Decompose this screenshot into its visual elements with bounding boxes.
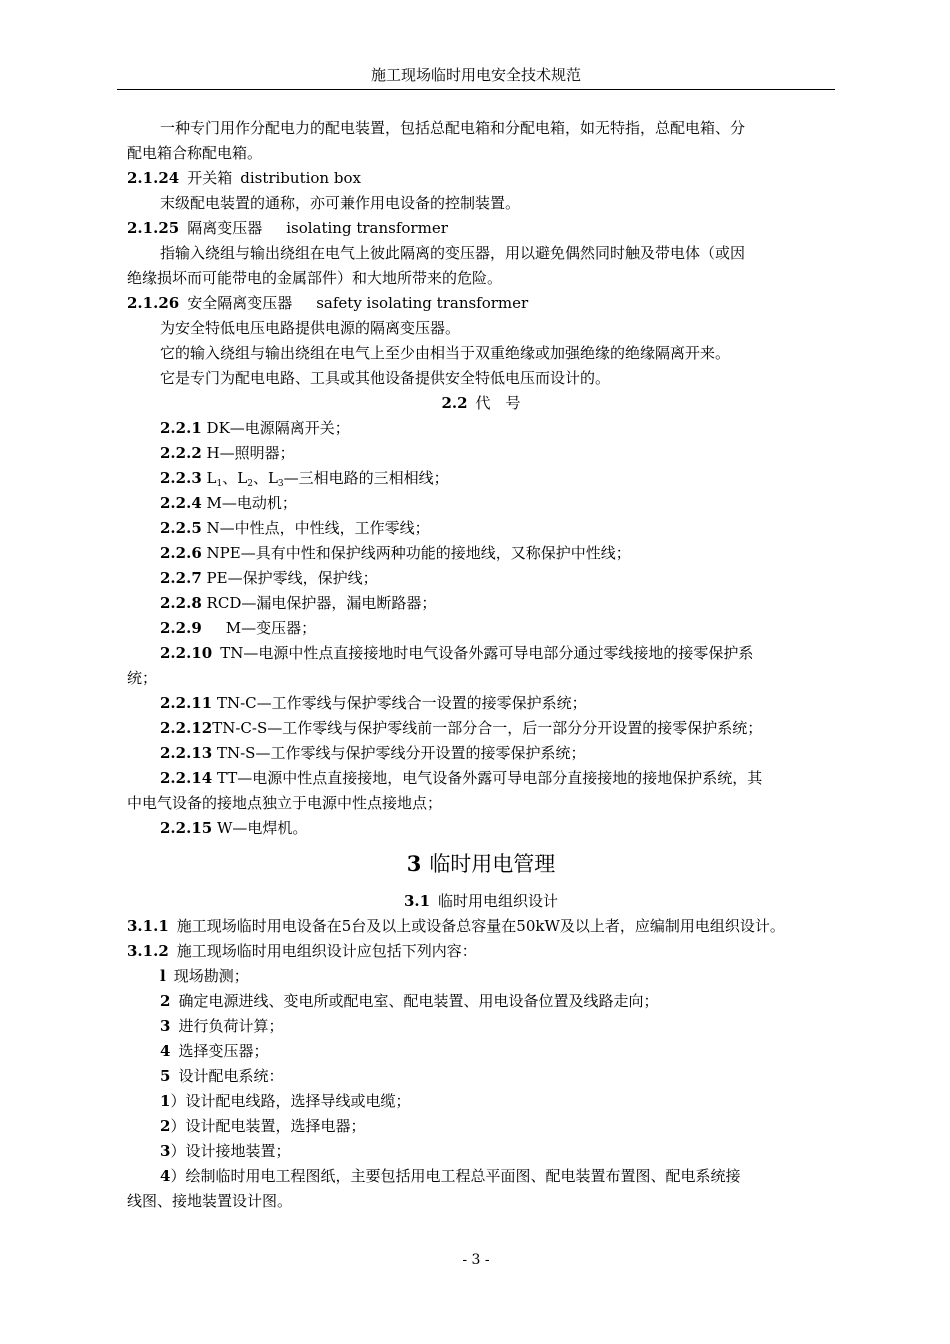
code-item: 2.2.15 W—电焊机。: [160, 819, 308, 837]
term-definition: 它是专门为配电电路、工具或其他设备提供安全特低电压而设计的。: [160, 369, 611, 387]
clause-3-1-1: 3.1.1 施工现场临时用电设备在5台及以上或设备总容量在50kW及以上者，应编制用电组织设计。: [127, 917, 785, 935]
code-item: 2.2.12TN-C-S—工作零线与保护零线前一部分合一，后一部分分开设置的接零保护系统；: [160, 719, 763, 737]
term-cn: 开关箱: [187, 169, 233, 187]
term-number: 2.1.26: [127, 294, 180, 312]
list-item: 3 进行负荷计算；: [160, 1017, 284, 1035]
code-item: 2.2.14 TT—电源中性点直接接地，电气设备外露可导电部分直接接地的接地保护系统，其: [160, 769, 763, 787]
chapter-title: 临时用电管理: [429, 852, 556, 876]
term-number: 2.1.25: [127, 219, 180, 237]
code-item: 2.2.8 RCD—漏电保护器，漏电断路器；: [160, 594, 437, 612]
code-item: 2.2.4 M—电动机；: [160, 494, 297, 512]
paragraph-line: 配电箱合称配电箱。: [127, 144, 263, 162]
term-cn: 隔离变压器: [187, 219, 263, 237]
page-number: - 3 -: [462, 1252, 490, 1268]
header-rule: [117, 89, 835, 90]
sublist-item: 3）设计接地装置；: [160, 1142, 291, 1160]
list-item: 5 设计配电系统：: [160, 1067, 284, 1085]
code-item: 2.2.6 NPE—具有中性和保护线两种功能的接地线，又称保护中性线；: [160, 544, 631, 562]
code-item-continuation: 统；: [127, 669, 158, 687]
chapter-number: 3: [406, 851, 422, 876]
section-number: 3.1: [403, 892, 431, 910]
section-title: 临时用电组织设计: [438, 892, 559, 910]
code-item: 2.2.13 TN-S—工作零线与保护零线分开设置的接零保护系统；: [160, 744, 586, 762]
list-item: l 现场勘测；: [160, 967, 249, 985]
term-definition: 为安全特低电压电路提供电源的隔离变压器。: [160, 319, 461, 337]
code-item: 2.2.3 $L_1$、$L_2$、$L_3—$三相电路的三相相线；: [160, 469, 449, 489]
code-item: 2.2.7 PE—保护零线，保护线；: [160, 569, 378, 587]
chapter-heading-3: [127, 843, 835, 885]
section-heading-2-2: [127, 391, 835, 416]
term-definition: 指输入绕组与输出绕组在电气上彼此隔离的变压器，用以避免偶然同时触及带电体（或因: [160, 244, 746, 262]
term-en: distribution box: [240, 169, 361, 187]
code-item: 2.2.1 DK—电源隔离开关；: [160, 419, 350, 437]
code-item: 2.2.5 N—中性点，中性线，工作零线；: [160, 519, 430, 537]
clause-3-1-2: 3.1.2 施工现场临时用电组织设计应包括下列内容：: [127, 942, 477, 960]
term-number: 2.1.24: [127, 169, 180, 187]
code-item: 2.2.9 M—变压器；: [160, 619, 317, 637]
section-heading-3-1: [127, 889, 835, 914]
page-body: [127, 116, 835, 1214]
term-en: safety isolating transformer: [316, 294, 529, 312]
code-item: 2.2.11 TN-C—工作零线与保护零线合一设置的接零保护系统；: [160, 694, 587, 712]
code-item: 2.2.10 TN—电源中性点直接接地时电气设备外露可导电部分通过零线接地的接零保护系: [160, 644, 754, 662]
section-title: 代 号: [475, 394, 521, 412]
sublist-item: 2）设计配电装置，选择电器；: [160, 1117, 366, 1135]
term-definition: 末级配电装置的通称，亦可兼作用电设备的控制装置。: [160, 194, 521, 212]
paragraph-line: 一种专门用作分配电力的配电装置，包括总配电箱和分配电箱，如无特指，总配电箱、分: [160, 119, 746, 137]
term-heading-2124: [127, 166, 835, 191]
running-header: 施工现场临时用电安全技术规范: [370, 66, 581, 84]
term-heading-2125: [127, 216, 835, 241]
list-item: 4 选择变压器；: [160, 1042, 269, 1060]
sublist-item-continuation: 线图、接地装置设计图。: [127, 1192, 293, 1210]
section-number: 2.2: [441, 394, 468, 412]
code-item-continuation: 中电气设备的接地点独立于电源中性点接地点；: [127, 794, 443, 812]
term-en: isolating transformer: [286, 219, 448, 237]
term-definition: 它的输入绕组与输出绕组在电气上至少由相当于双重绝缘或加强绝缘的绝缘隔离开来。: [160, 344, 731, 362]
term-heading-2126: [127, 291, 835, 316]
term-definition: 绝缘损坏而可能带电的金属部件）和大地所带来的危险。: [127, 269, 503, 287]
list-item: 2 确定电源进线、变电所或配电室、配电装置、用电设备位置及线路走向；: [160, 992, 659, 1010]
code-item: 2.2.2 H—照明器；: [160, 444, 295, 462]
sublist-item: 4）绘制临时用电工程图纸，主要包括用电工程总平面图、配电装置布置图、配电系统接: [160, 1167, 741, 1185]
sublist-item: 1）设计配电线路，选择导线或电缆；: [160, 1092, 411, 1110]
term-cn: 安全隔离变压器: [187, 294, 293, 312]
